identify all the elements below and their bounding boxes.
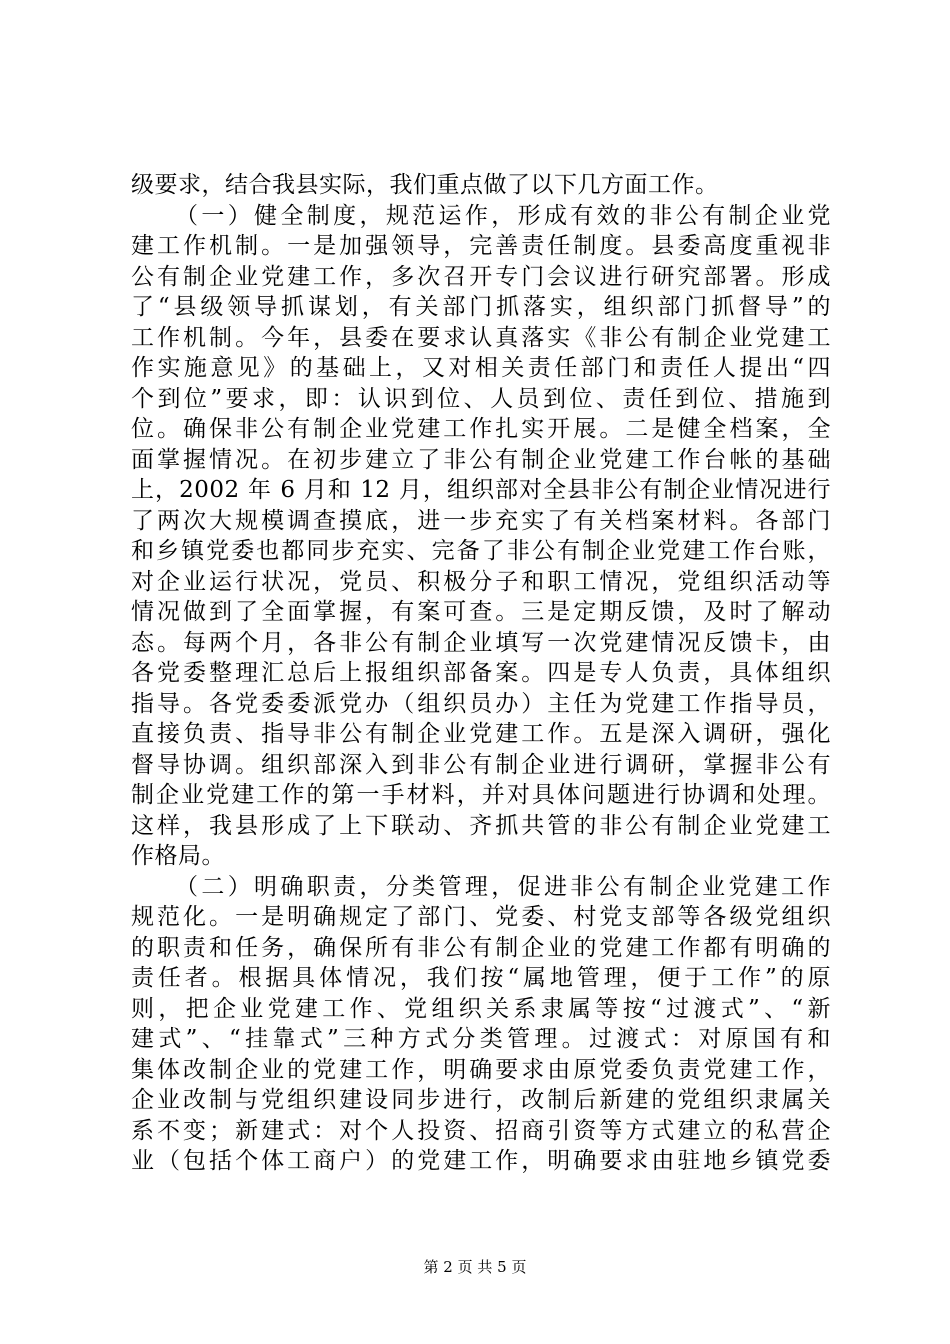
text-line: 作格局。 [131,843,225,869]
text-line: 态。每两个月，各非公有制企业填写一次党建情况反馈卡，由 [131,629,831,656]
text-line: 和乡镇党委也都同步充实、完备了非公有制企业党建工作台账， [131,538,831,564]
page-footer: 第 2 页 共 5 页 [423,1258,527,1276]
text-line: 工作机制。今年，县委在要求认真落实《非公有制企业党建工 [131,324,831,351]
text-line: 公有制企业党建工作，多次召开专门会议进行研究部署。形成 [131,263,831,290]
text-line: 直接负责、指导非公有制企业党建工作。五是深入调研，强化 [131,721,831,747]
text-line: 制企业党建工作的第一手材料，并对具体问题进行协调和处理。 [131,782,831,808]
text-line: 建式”、“挂靠式”三种方式分类管理。过渡式：对原国有和 [131,1026,831,1052]
text-line: 建工作机制。一是加强领导，完善责任制度。县委高度重视非 [131,233,831,259]
text-line: 面掌握情况。在初步建立了非公有制企业党建工作台帐的基础 [131,446,831,473]
text-line: 上，2002 年 6 月和 12 月，组织部对全县非公有制企业情况进行 [131,477,831,503]
text-line: 则，把企业党建工作、党组织关系隶属等按“过渡式”、“新 [131,995,831,1022]
text-line: 这样，我县形成了上下联动、齐抓共管的非公有制企业党建工 [131,812,831,839]
text-line: （一）健全制度，规范运作，形成有效的非公有制企业党 [175,202,831,229]
text-line: 作实施意见》的基础上，又对相关责任部门和责任人提出“四 [131,355,831,381]
text-line: 各党委整理汇总后上报组织部备案。四是专人负责，具体组织 [131,660,831,686]
text-line: 情况做到了全面掌握，有案可查。三是定期反馈，及时了解动 [131,599,831,625]
text-line: 对企业运行状况，党员、积极分子和职工情况，党组织活动等 [131,568,831,595]
text-line: 规范化。一是明确规定了部门、党委、村党支部等各级党组织 [131,904,831,930]
text-line: 了两次大规模调查摸底，进一步充实了有关档案材料。各部门 [131,507,831,534]
text-line: （二）明确职责，分类管理，促进非公有制企业党建工作 [175,873,831,900]
body-text [131,170,831,1177]
text-line: 集体改制企业的党建工作，明确要求由原党委负责党建工作， [131,1056,831,1083]
text-line: 指导。各党委委派党办（组织员办）主任为党建工作指导员， [131,690,831,717]
text-line: 企业改制与党组织建设同步进行，改制后新建的党组织隶属关 [131,1087,831,1113]
text-line: 业（包括个体工商户）的党建工作，明确要求由驻地乡镇党委 [131,1148,831,1174]
text-line: 个到位”要求，即：认识到位、人员到位、责任到位、措施到 [131,385,831,412]
text-line: 级要求，结合我县实际，我们重点做了以下几方面工作。 [131,172,719,198]
text-line: 了“县级领导抓谋划，有关部门抓落实，组织部门抓督导”的 [131,294,831,320]
text-line: 督导协调。组织部深入到非公有制企业进行调研，掌握非公有 [131,751,831,778]
text-line: 责任者。根据具体情况，我们按“属地管理，便于工作”的原 [131,965,831,991]
text-line: 位。确保非公有制企业党建工作扎实开展。二是健全档案，全 [131,416,831,442]
text-line: 的职责和任务，确保所有非公有制企业的党建工作都有明确的 [131,934,831,961]
text-line: 系不变；新建式：对个人投资、招商引资等方式建立的私营企 [131,1117,831,1144]
